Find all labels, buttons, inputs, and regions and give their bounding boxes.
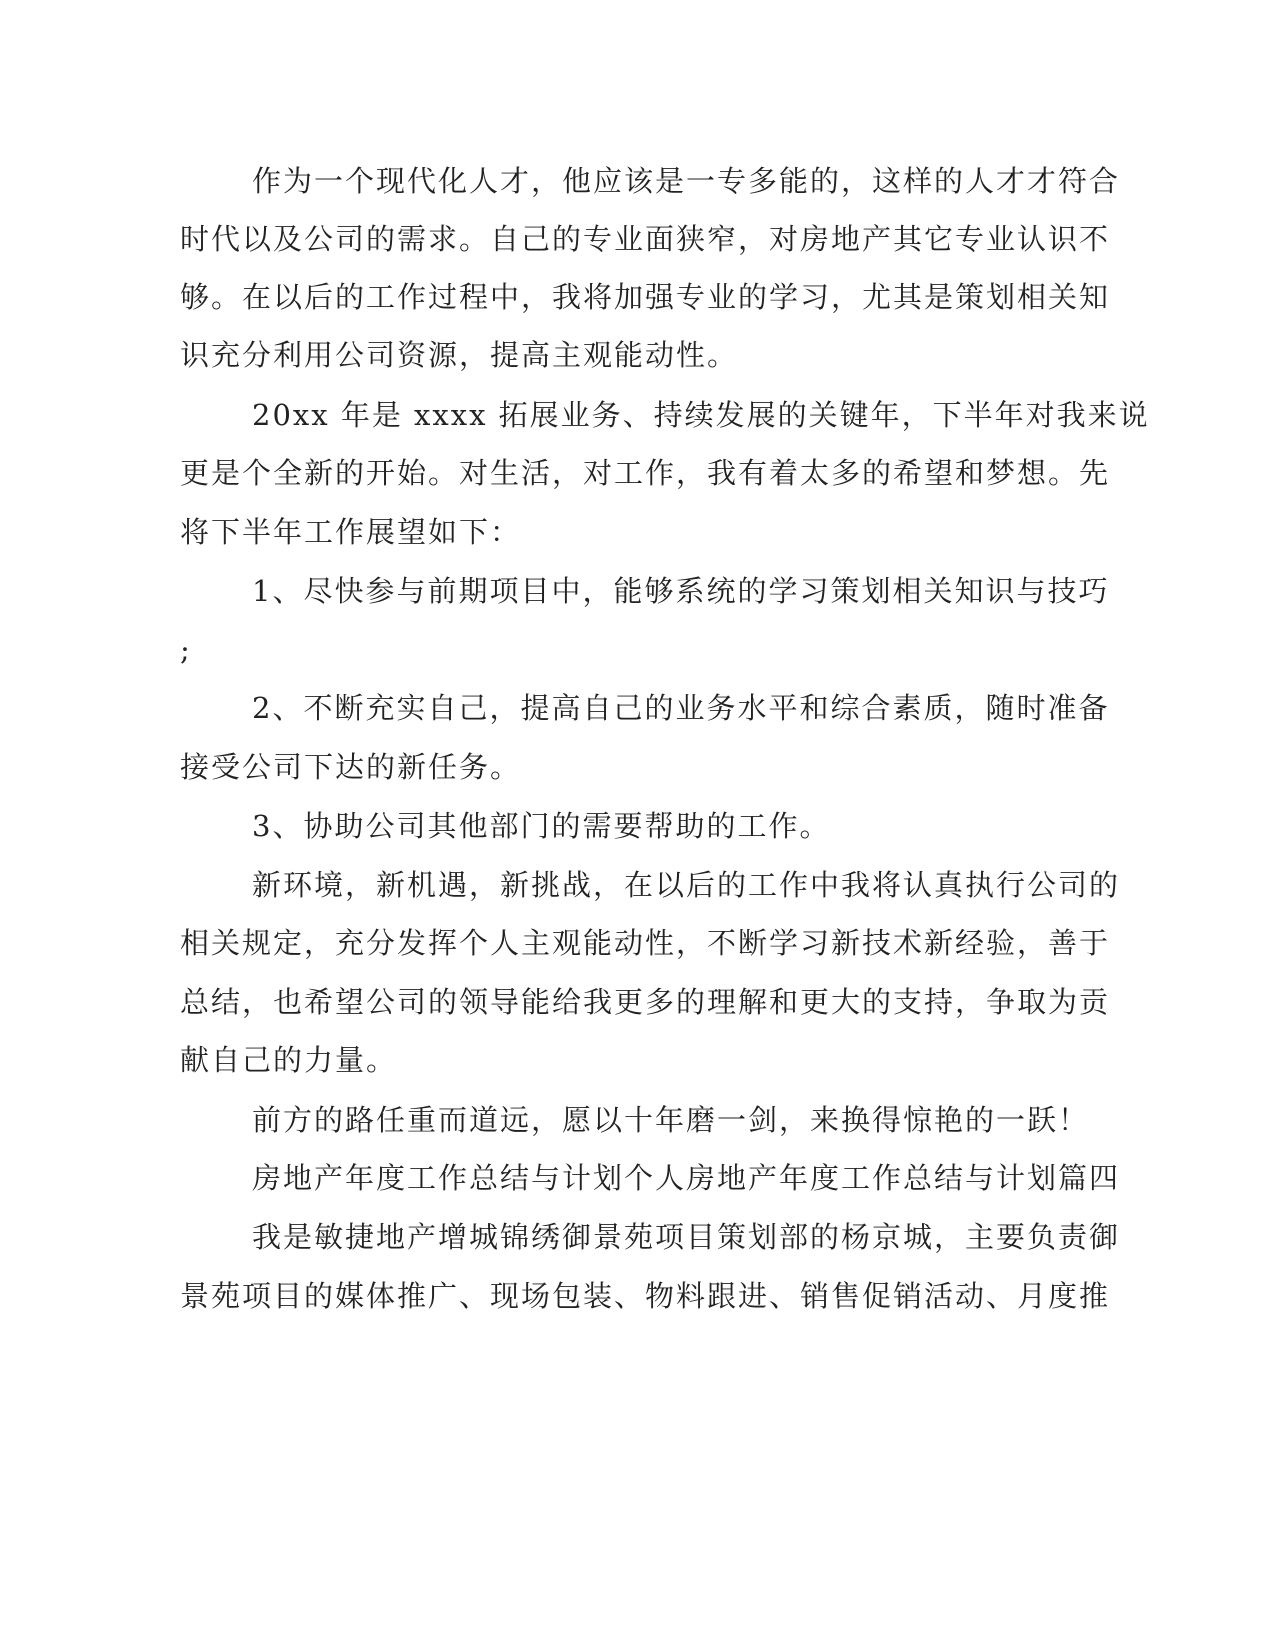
- text-line: 20xx 年是 xxxx 拓展业务、持续发展的关键年，下半年对我来说: [252, 398, 1150, 432]
- text-line: 时代以及公司的需求。自己的专业面狭窄，对房地产其它专业认识不: [180, 222, 1111, 256]
- text-line: 3、协助公司其他部门的需要帮助的工作。: [252, 809, 831, 843]
- text-line: 总结，也希望公司的领导能给我更多的理解和更大的支持，争取为贡: [180, 985, 1111, 1019]
- text-line: 前方的路任重而道远，愿以十年磨一剑，来换得惊艳的一跃！: [252, 1103, 1090, 1137]
- text-line: 作为一个现代化人才，他应该是一专多能的，这样的人才才符合: [252, 164, 1121, 198]
- text-line: 将下半年工作展望如下：: [180, 515, 522, 549]
- text-line: 1、尽快参与前期项目中，能够系统的学习策划相关知识与技巧: [252, 574, 1110, 608]
- text-line: 2、不断充实自己，提高自己的业务水平和综合素质，随时准备: [252, 691, 1110, 725]
- text-line: 接受公司下达的新任务。: [180, 750, 522, 784]
- text-line: 景苑项目的媒体推广、现场包装、物料跟进、销售促销活动、月度推: [180, 1279, 1111, 1313]
- text-line: 新环境，新机遇，新挑战，在以后的工作中我将认真执行公司的: [252, 868, 1121, 902]
- text-line: 更是个全新的开始。对生活，对工作，我有着太多的希望和梦想。先: [180, 456, 1111, 490]
- text-line: 献自己的力量。: [180, 1043, 398, 1077]
- text-line: 我是敏捷地产增城锦绣御景苑项目策划部的杨京城，主要负责御: [252, 1220, 1121, 1254]
- text-line: 识充分利用公司资源，提高主观能动性。: [180, 338, 739, 372]
- text-line: 相关规定，充分发挥个人主观能动性，不断学习新技术新经验，善于: [180, 926, 1111, 960]
- text-line: 够。在以后的工作过程中，我将加强专业的学习，尤其是策划相关知: [180, 280, 1111, 314]
- text-line: ;: [180, 633, 192, 667]
- text-line: 房地产年度工作总结与计划个人房地产年度工作总结与计划篇四: [252, 1161, 1121, 1195]
